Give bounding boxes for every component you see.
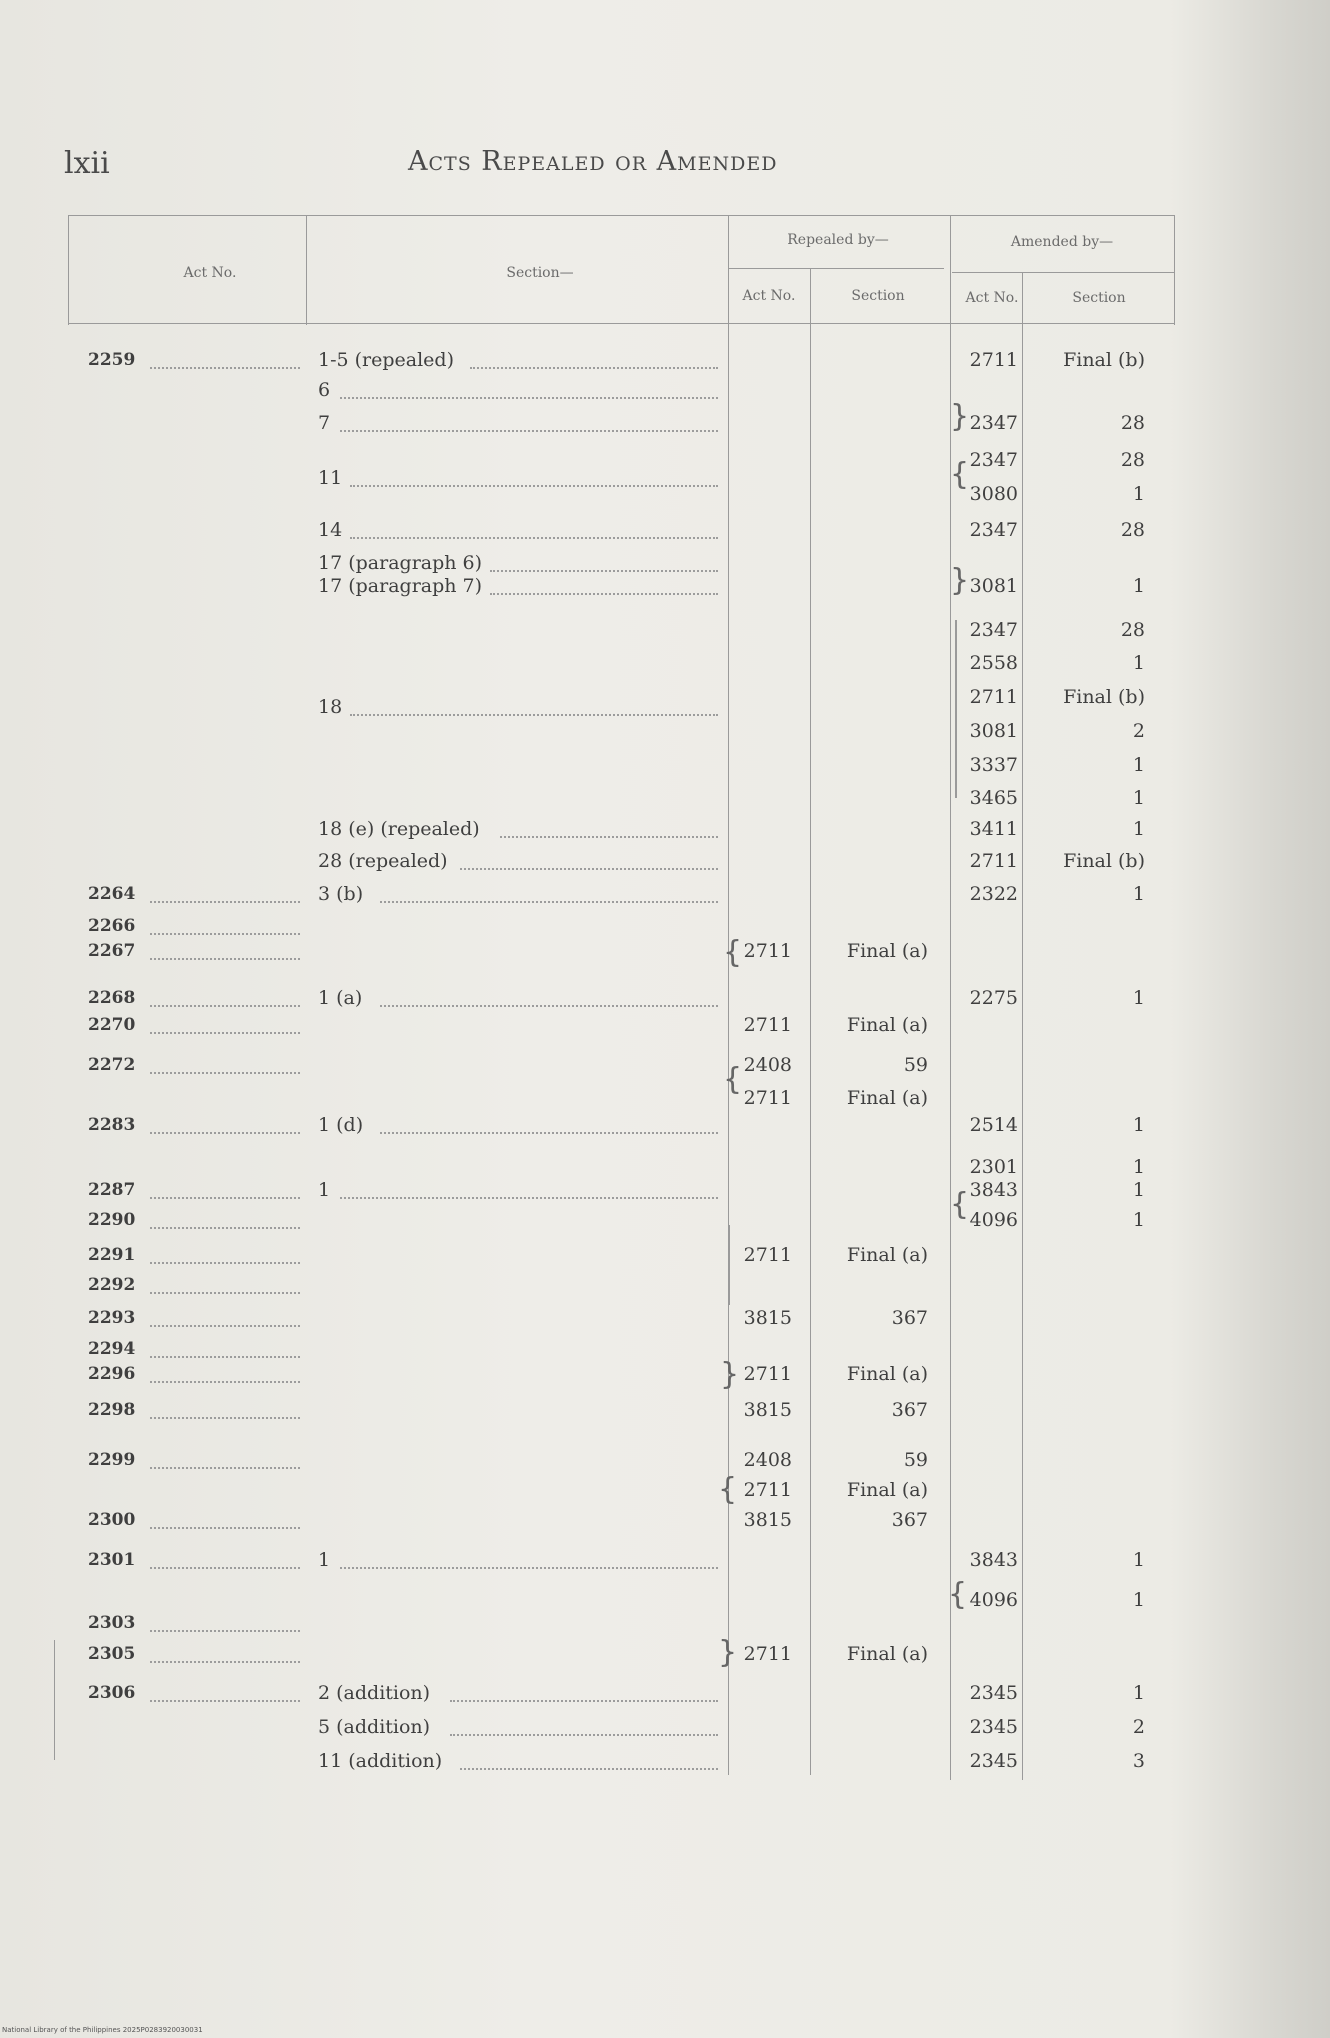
amended-section: 1 [1132,1209,1145,1231]
amended-section: 1 [1132,1179,1145,1201]
dot-leader [150,1630,300,1632]
act-number: 2290 [88,1210,136,1230]
amended-act-no: 2711 [969,850,1018,872]
amended-section: Final (b) [1063,349,1145,371]
header-repealed-by: Repealed by— [787,232,889,248]
repealed-section: 59 [903,1449,928,1471]
section-label: 28 (repealed) [318,850,448,872]
repealed-sub-rule [728,268,944,269]
act-number: 2283 [88,1115,136,1135]
amended-act-no: 4096 [969,1209,1018,1231]
dot-leader [150,1072,300,1074]
dot-leader [380,1132,718,1134]
brace-icon: { [718,1472,738,1507]
repealed-section: Final (a) [846,940,928,962]
dot-leader [490,570,718,572]
repealed-section: 59 [903,1054,928,1076]
dot-leader [150,901,300,903]
col-rule-2 [306,215,307,325]
act-number: 2292 [88,1275,136,1295]
library-footer: National Library of the Philippines 2025P0283920030031 [2,2026,203,2034]
dot-leader [150,1356,300,1358]
amended-section: 1 [1132,652,1145,674]
section-label: 1 [318,1179,331,1201]
dot-leader [380,901,718,903]
dot-leader [150,1262,300,1264]
amended-act-no: 3465 [969,787,1018,809]
act-number: 2267 [88,941,136,961]
dot-leader [340,1567,718,1569]
section-label: 14 [318,519,343,541]
section-label: 1 [318,1549,331,1571]
brace-icon: } [950,399,970,434]
header-amended-act-no: Act No. [965,290,1019,306]
dot-leader [340,430,718,432]
dot-leader [150,367,300,369]
act-number: 2259 [88,350,136,370]
amended-section: 28 [1120,619,1145,641]
amended-section: 1 [1132,818,1145,840]
repealed-act-no: 3815 [743,1307,792,1329]
act-number: 2272 [88,1055,136,1075]
act-number: 2294 [88,1339,136,1359]
header-bottom-rule [68,323,1174,324]
dot-leader [150,1325,300,1327]
section-label: 1-5 (repealed) [318,349,455,371]
repealed-section: 367 [891,1509,928,1531]
act-number: 2303 [88,1613,136,1633]
repealed-section: Final (a) [846,1244,928,1266]
repealed-act-no: 2711 [743,1363,792,1385]
amended-act-no: 3843 [969,1179,1018,1201]
section-label: 3 (b) [318,883,364,905]
act-number: 2296 [88,1364,136,1384]
brace-icon: { [723,935,743,970]
dot-leader [150,1227,300,1229]
section-label: 18 (e) (repealed) [318,818,480,840]
section-label: 17 (paragraph 7) [318,575,483,597]
amended-section: Final (b) [1063,686,1145,708]
dot-leader [460,868,718,870]
dot-leader [150,1032,300,1034]
amended-act-no: 2711 [969,686,1018,708]
amended-act-no: 3411 [969,818,1018,840]
brace-icon: { [950,1187,970,1222]
amended-section: 1 [1132,1156,1145,1178]
repealed-act-no: 2711 [743,1014,792,1036]
section-label: 17 (paragraph 6) [318,552,483,574]
col-rule-6 [1022,272,1023,1780]
dot-leader [340,1197,718,1199]
amended-act-no: 3080 [969,483,1018,505]
amended-act-no: 2347 [969,449,1018,471]
header-section: Section— [506,265,574,281]
amended-section: 28 [1120,449,1145,471]
brace-icon: } [950,563,970,598]
repealed-section: Final (a) [846,1363,928,1385]
amended-section: 1 [1132,787,1145,809]
amended-act-no: 3337 [969,754,1018,776]
repealed-act-no: 2408 [743,1449,792,1471]
amended-act-no: 2347 [969,519,1018,541]
section-label: 1 (a) [318,987,363,1009]
dot-leader [350,485,718,487]
col-rule-7 [1174,215,1175,325]
dot-leader [150,1700,300,1702]
amended-section: 1 [1132,1589,1145,1611]
amended-section: 28 [1120,412,1145,434]
amended-act-no: 2347 [969,412,1018,434]
amended-act-no: 2322 [969,883,1018,905]
repealed-section: Final (a) [846,1479,928,1501]
bracket-rule [728,1225,730,1305]
col-rule-4 [810,268,811,1775]
table-top-rule [68,215,1174,216]
amended-act-no: 2347 [969,619,1018,641]
dot-leader [350,714,718,716]
act-number: 2305 [88,1644,136,1664]
section-label: 1 (d) [318,1114,364,1136]
dot-leader [350,537,718,539]
col-rule-5 [950,215,951,1780]
col-rule-1 [68,215,69,325]
section-label: 6 [318,379,331,401]
repealed-act-no: 2711 [743,1479,792,1501]
dot-leader [490,593,718,595]
dot-leader [150,1292,300,1294]
act-number: 2291 [88,1245,136,1265]
amended-section: 1 [1132,483,1145,505]
repealed-act-no: 3815 [743,1509,792,1531]
amended-section: 1 [1132,575,1145,597]
amended-act-no: 2514 [969,1114,1018,1136]
col-rule-3 [728,215,729,1775]
page-number: lxii [64,146,110,181]
section-label: 11 (addition) [318,1750,443,1772]
dot-leader [500,836,718,838]
section-label: 2 (addition) [318,1682,431,1704]
dot-leader [150,1661,300,1663]
amended-section: 2 [1132,1716,1145,1738]
brace-icon: } [718,1635,738,1670]
amended-section: 3 [1132,1750,1145,1772]
repealed-act-no: 2711 [743,940,792,962]
amended-act-no: 2345 [969,1750,1018,1772]
amended-act-no: 2711 [969,349,1018,371]
act-number: 2293 [88,1308,136,1328]
section-label: 5 (addition) [318,1716,431,1738]
amended-section: 1 [1132,987,1145,1009]
amended-act-no: 2275 [969,987,1018,1009]
dot-leader [340,397,718,399]
dot-leader [380,1005,718,1007]
act-number: 2287 [88,1180,136,1200]
dot-leader [150,1381,300,1383]
dot-leader [150,1005,300,1007]
act-number: 2299 [88,1450,136,1470]
amended-act-no: 2345 [969,1682,1018,1704]
amended-section: 2 [1132,720,1145,742]
brace-icon: { [948,1577,968,1612]
amended-section: 1 [1132,883,1145,905]
brace-icon: { [950,457,970,492]
amended-act-no: 2301 [969,1156,1018,1178]
section-label: 11 [318,467,343,489]
bracket-rule [955,620,957,798]
amended-section: 1 [1132,1682,1145,1704]
repealed-act-no: 3815 [743,1399,792,1421]
repealed-act-no: 2711 [743,1087,792,1109]
act-number: 2266 [88,916,136,936]
act-number: 2301 [88,1550,136,1570]
amended-act-no: 3081 [969,720,1018,742]
repealed-section: Final (a) [846,1014,928,1036]
act-number: 2300 [88,1510,136,1530]
repealed-section: Final (a) [846,1643,928,1665]
dot-leader [150,1527,300,1529]
amended-act-no: 2558 [969,652,1018,674]
header-amended-by: Amended by— [1010,234,1114,250]
repealed-act-no: 2711 [743,1643,792,1665]
section-label: 7 [318,412,331,434]
header-repealed-section: Section [851,288,905,304]
brace-icon: } [720,1357,740,1392]
left-margin-rule [54,1640,55,1760]
amended-sub-rule [952,272,1174,273]
repealed-section: Final (a) [846,1087,928,1109]
dot-leader [460,1768,718,1770]
amended-section: 1 [1132,1114,1145,1136]
repealed-act-no: 2408 [743,1054,792,1076]
act-number: 2264 [88,884,136,904]
brace-icon: { [723,1062,743,1097]
act-number: 2270 [88,1015,136,1035]
amended-act-no: 4096 [969,1589,1018,1611]
amended-section: 1 [1132,754,1145,776]
dot-leader [470,367,718,369]
dot-leader [150,1197,300,1199]
amended-act-no: 3081 [969,575,1018,597]
act-number: 2268 [88,988,136,1008]
amended-section: Final (b) [1063,850,1145,872]
header-amended-section: Section [1072,290,1126,306]
amended-act-no: 3843 [969,1549,1018,1571]
dot-leader [150,1467,300,1469]
amended-section: 1 [1132,1549,1145,1571]
amended-section: 28 [1120,519,1145,541]
dot-leader [150,958,300,960]
dot-leader [150,1567,300,1569]
repealed-act-no: 2711 [743,1244,792,1266]
header-repealed-act-no: Act No. [742,288,796,304]
dot-leader [150,933,300,935]
dot-leader [150,1417,300,1419]
page-title: Acts Repealed or Amended [408,146,778,177]
dot-leader [450,1734,718,1736]
header-act-no: Act No. [183,265,237,281]
amended-act-no: 2345 [969,1716,1018,1738]
dot-leader [450,1700,718,1702]
dot-leader [150,1132,300,1134]
section-label: 18 [318,696,343,718]
act-number: 2298 [88,1400,136,1420]
repealed-section: 367 [891,1307,928,1329]
repealed-section: 367 [891,1399,928,1421]
act-number: 2306 [88,1683,136,1703]
